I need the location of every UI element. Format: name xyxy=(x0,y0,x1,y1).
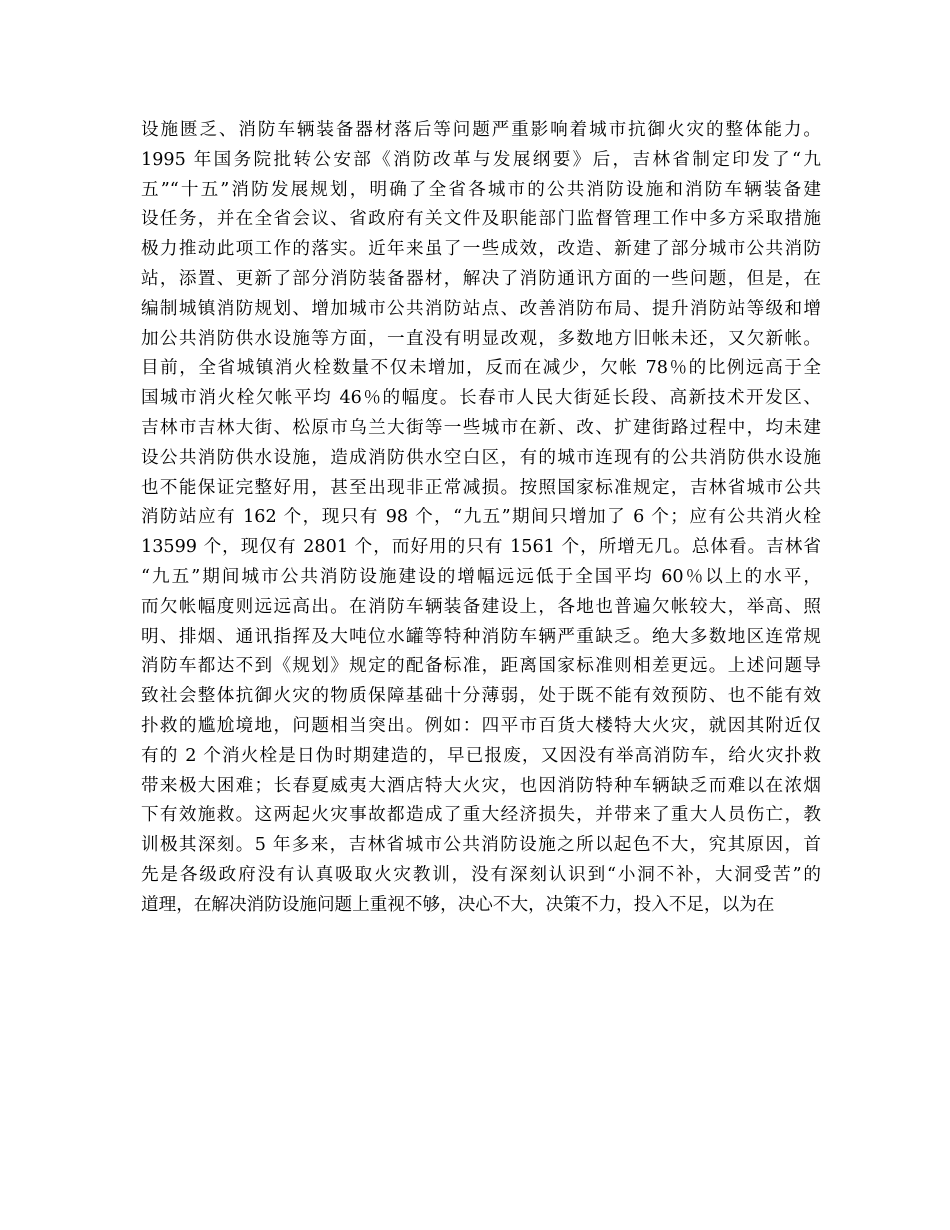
text-line: 加公共消防供水设施等方面，一直没有明显改观，多数地方旧帐未还，又欠新帐。 xyxy=(141,328,821,349)
text-line: 13599 个，现仅有 2801 个，而好用的只有 1561 个，所增无几。总体看。吉林省 xyxy=(141,537,821,558)
text-line: 吉林市吉林大街、松原市乌兰大街等一些城市在新、改、扩建街路过程中，均未建 xyxy=(141,417,821,438)
text-line: 扑救的尴尬境地，问题相当突出。例如：四平市百货大楼特大火灾，就因其附近仅 xyxy=(141,715,821,736)
text-line: 道理，在解决消防设施问题上重视不够，决心不大，决策不力，投入不足，以为在 xyxy=(141,894,775,915)
text-line: 编制城镇消防规划、增加城市公共消防站点、改善消防布局、提升消防站等级和增 xyxy=(141,298,821,319)
text-line: 有的 2 个消火栓是日伪时期建造的，早已报废，又因没有举高消防车，给火灾扑救 xyxy=(141,745,821,766)
text-line: 训极其深刻。5 年多来，吉林省城市公共消防设施之所以起色不大，究其原因，首 xyxy=(141,835,821,856)
text-line: 先是各级政府没有认真吸取火灾教训，没有深刻认识到“小洞不补，大洞受苦”的 xyxy=(141,864,821,885)
text-line: 1995 年国务院批转公安部《消防改革与发展纲要》后，吉林省制定印发了“九 xyxy=(141,149,821,170)
text-line: 消防站应有 162 个，现只有 98 个，“九五”期间只增加了 6 个；应有公共消火栓 xyxy=(141,507,821,528)
text-line: 设施匮乏、消防车辆装备器材落后等问题严重影响着城市抗御火灾的整体能力。 xyxy=(141,120,821,140)
body-text xyxy=(141,116,821,921)
text-line: 而欠帐幅度则远远高出。在消防车辆装备建设上，各地也普遍欠帐较大，举高、照 xyxy=(141,596,821,617)
text-line: 致社会整体抗御火灾的物质保障基础十分薄弱，处于既不能有效预防、也不能有效 xyxy=(141,686,821,707)
text-line: 消防车都达不到《规划》规定的配备标准，距离国家标准则相差更远。上述问题导 xyxy=(141,656,821,677)
text-line: 国城市消火栓欠帐平均 46％的幅度。长春市人民大街延长段、高新技术开发区、 xyxy=(141,388,821,409)
text-line: 目前，全省城镇消火栓数量不仅未增加，反而在减少，欠帐 78％的比例远高于全 xyxy=(141,358,821,379)
text-line: “九五”期间城市公共消防设施建设的增幅远远低于全国平均 60％以上的水平， xyxy=(141,566,821,587)
text-line: 也不能保证完整好用，甚至出现非正常减损。按照国家标准规定，吉林省城市公共 xyxy=(141,477,821,498)
text-line: 极力推动此项工作的落实。近年来虽了一些成效，改造、新建了部分城市公共消防 xyxy=(141,239,821,260)
text-line: 明、排烟、通讯指挥及大吨位水罐等特种消防车辆严重缺乏。绝大多数地区连常规 xyxy=(141,626,821,647)
text-line: 站，添置、更新了部分消防装备器材，解决了消防通讯方面的一些问题，但是，在 xyxy=(141,268,821,289)
text-line: 五”“十五”消防发展规划，明确了全省各城市的公共消防设施和消防车辆装备建 xyxy=(141,179,821,200)
text-line: 设公共消防供水设施，造成消防供水空白区，有的城市连现有的公共消防供水设施 xyxy=(141,447,821,468)
text-line: 设任务，并在全省会议、省政府有关文件及职能部门监督管理工作中多方采取措施 xyxy=(141,209,821,230)
text-line: 带来极大困难；长春夏威夷大酒店特大火灾，也因消防特种车辆缺乏而难以在浓烟 xyxy=(141,775,821,796)
text-line: 下有效施救。这两起火灾事故都造成了重大经济损失，并带来了重大人员伤亡，教 xyxy=(141,805,821,826)
